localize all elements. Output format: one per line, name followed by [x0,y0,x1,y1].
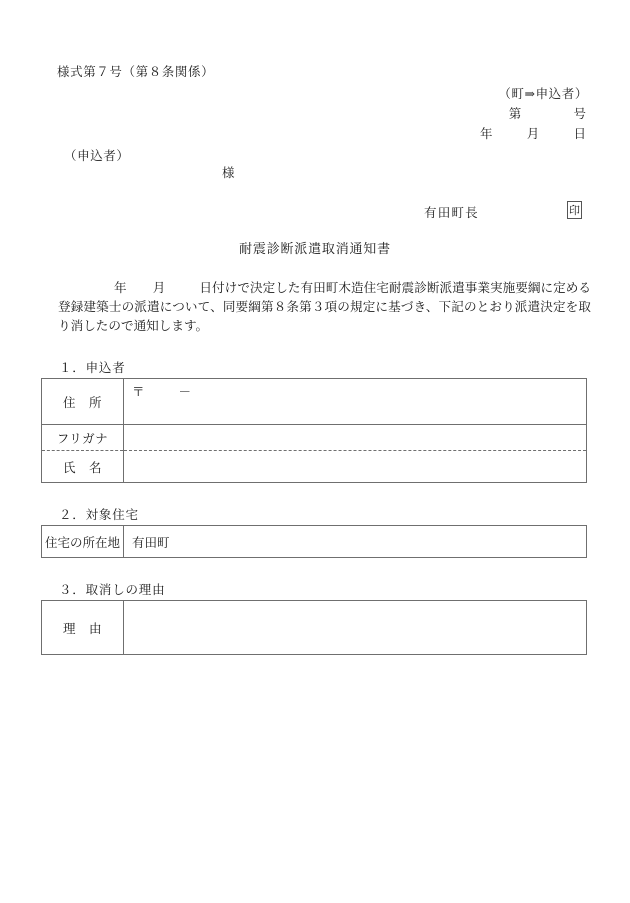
house-location-label: 住宅の所在地 [42,526,124,558]
table-row [42,379,587,425]
body-paragraph [58,279,591,336]
seal-box: 印 [567,201,582,219]
issuer-name: 有田町長 [424,206,479,220]
table-row [42,526,587,558]
body-main-text: 日付けで決定した有田町木造住宅耐震診断派遣事業実施要綱に定める登録建築士の派遣について、同要綱第８条第３項の規定に基づき、下記のとおり派遣決定を取り消したので通知します。 [58,281,592,333]
section-heading-target-house: ２．対象住宅 [59,508,139,522]
date-month-label: 月 [526,127,540,141]
document-title: 耐震診断派遣取消通知書 [239,241,391,256]
date-year-label: 年 [479,127,493,141]
postal-mark-icon: 〒 [132,385,145,399]
flow-note: （町⇒申込者） [498,87,588,101]
addressee-label: （申込者） [64,149,130,163]
body-year-label: 年 [114,281,127,295]
document-number-line [509,104,586,122]
table-row [42,425,587,451]
table-row [42,601,587,655]
house-location-value[interactable]: 有田町 [124,526,587,558]
applicant-table [41,378,587,483]
section-heading-applicant: １．申込者 [59,361,126,375]
reason-table [41,600,587,655]
target-house-table [41,525,587,558]
document-date-line [480,124,586,142]
section-heading-reason: ３．取消しの理由 [59,583,166,597]
date-day-label: 日 [573,127,586,141]
body-month-label: 月 [152,281,166,295]
table-row [42,451,587,483]
form-number: 様式第７号（第８条関係） [57,65,215,79]
applicant-address-value[interactable] [124,379,587,425]
applicant-furigana-value[interactable] [124,425,587,451]
applicant-name-value[interactable] [124,451,587,483]
applicant-furigana-label: フリガナ [42,425,124,451]
applicant-address-label: 住 所 [42,379,124,425]
applicant-name-label: 氏 名 [42,451,124,483]
addressee-honorific: 様 [222,166,235,180]
postal-dash: － [178,385,192,399]
document-number-prefix: 第 [508,107,522,121]
document-number-suffix: 号 [573,107,586,121]
reason-value[interactable] [124,601,587,655]
reason-label: 理 由 [42,601,124,655]
